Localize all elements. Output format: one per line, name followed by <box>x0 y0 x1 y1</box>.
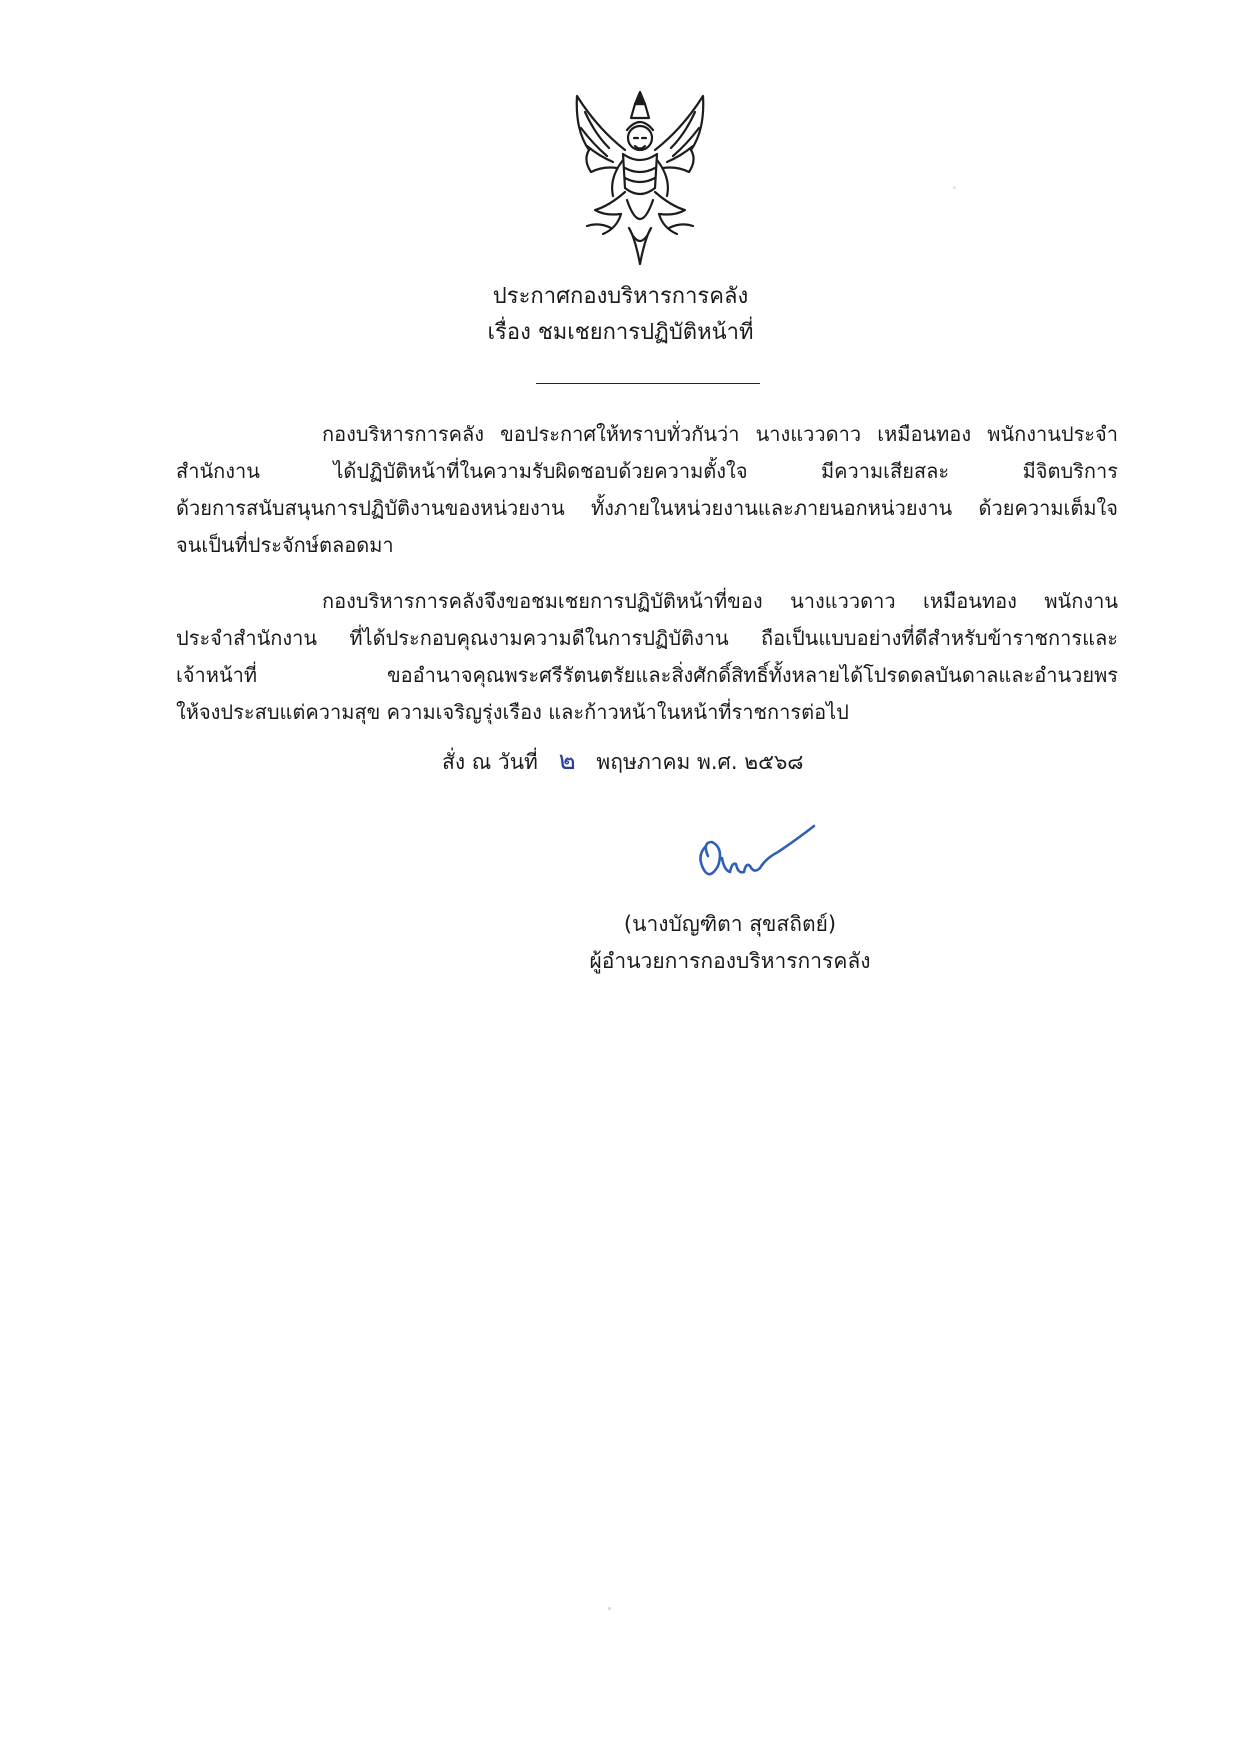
scan-speck <box>953 186 956 189</box>
signatory-name: (นางบัญฑิตา สุขสถิตย์) <box>623 912 837 936</box>
signatory-block <box>560 906 900 980</box>
paragraph-line: จนเป็นที่ประจักษ์ตลอดมา <box>176 533 394 557</box>
body-paragraph-1 <box>176 416 1118 564</box>
paragraph-line: กองบริหารการคลัง ขอประกาศให้ทราบทั่วกันว่า นางแววดาว เหมือนทอง พนักงานประจำ <box>322 422 1118 446</box>
paragraph-line: สำนักงาน ได้ปฏิบัติหน้าที่ในความรับผิดชอบด้วยความตั้งใจ มีความเสียสละ มีจิตบริการ <box>176 459 1118 483</box>
paragraph-line: กองบริหารการคลังจึงขอชมเชยการปฏิบัติหน้าที่ของ นางแววดาว เหมือนทอง พนักงาน <box>322 589 1118 613</box>
signatory-position: ผู้อำนวยการกองบริหารการคลัง <box>589 949 871 973</box>
garuda-emblem-icon <box>565 88 715 272</box>
date-month-year: พฤษภาคม พ.ศ. ๒๕๖๘ <box>596 750 804 774</box>
paragraph-line: ให้จงประสบแต่ความสุข ความเจริญรุ่งเรือง และก้าวหน้าในหน้าที่ราชการต่อไป <box>176 700 849 724</box>
order-date <box>442 746 804 777</box>
paragraph-line: ด้วยการสนับสนุนการปฏิบัติงานของหน่วยงาน ทั้งภายในหน่วยงานและภายนอกหน่วยงาน ด้วยความเต็มใจ <box>176 496 1118 520</box>
title-divider <box>536 383 760 384</box>
announcement-title: ประกาศกองบริหารการคลัง <box>492 284 749 309</box>
paragraph-line: ประจำสำนักงาน ที่ได้ประกอบคุณงามความดีในการปฏิบัติงาน ถือเป็นแบบอย่างที่ดีสำหรับข้าราชการและ <box>176 626 1118 650</box>
announcement-subject: เรื่อง ชมเชยการปฏิบัติหน้าที่ <box>487 320 754 345</box>
handwritten-signature <box>688 822 816 886</box>
date-day: ๒ <box>558 746 576 776</box>
paragraph-line: เจ้าหน้าที่ ขออำนาจคุณพระศรีรัตนตรัยและสิ่งศักดิ์สิทธิ์ทั้งหลายได้โปรดดลบันดาลและอำนวยพร <box>176 663 1118 687</box>
date-prefix: สั่ง ณ วันที่ <box>442 750 538 774</box>
scan-speck <box>608 1607 611 1610</box>
body-paragraph-2 <box>176 583 1118 731</box>
